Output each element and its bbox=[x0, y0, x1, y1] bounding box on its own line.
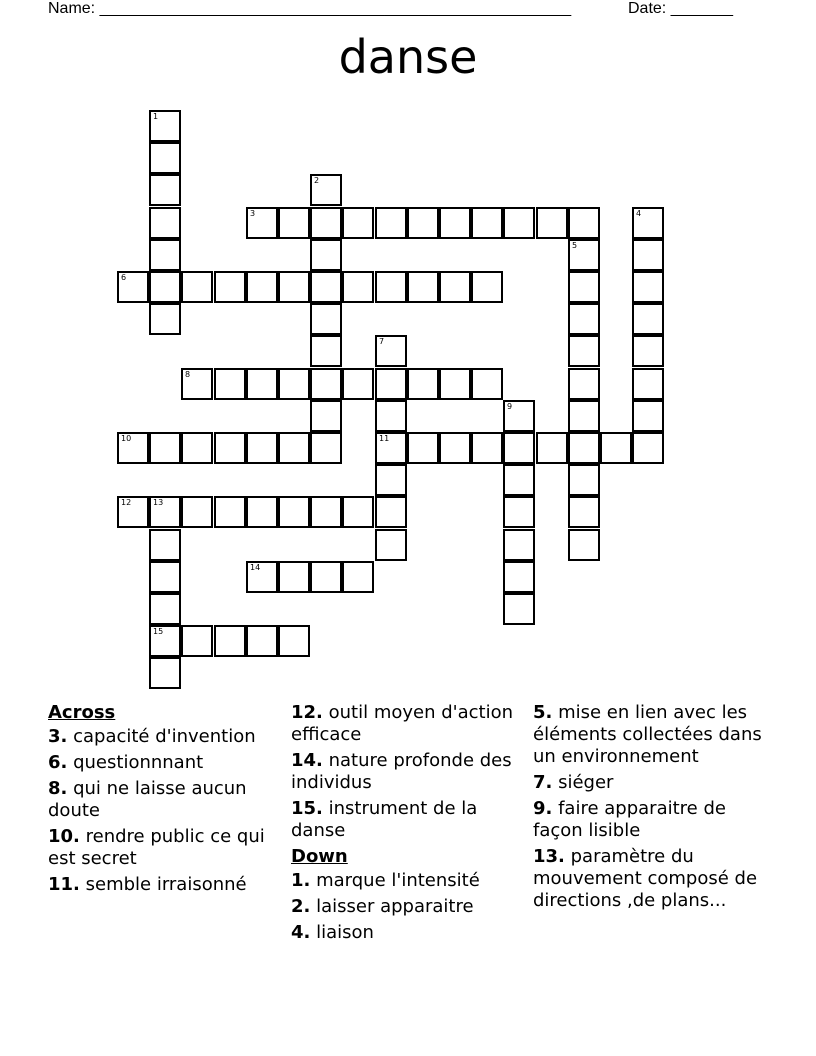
clue-text: rendre public ce qui est secret bbox=[48, 826, 265, 869]
clue-number: 14 bbox=[250, 563, 261, 572]
grid-cell[interactable] bbox=[149, 207, 181, 239]
grid-cell[interactable] bbox=[503, 400, 535, 432]
grid-cell[interactable] bbox=[439, 271, 471, 303]
grid-cell[interactable] bbox=[342, 561, 374, 593]
clue-text: semble irraisonné bbox=[79, 874, 247, 895]
grid-cell[interactable] bbox=[407, 271, 439, 303]
clue-number-label: 2. bbox=[291, 896, 311, 917]
grid-cell[interactable] bbox=[632, 271, 664, 303]
grid-cell[interactable] bbox=[278, 368, 310, 400]
grid-cell[interactable] bbox=[568, 432, 600, 464]
clue-item bbox=[533, 772, 778, 794]
grid-cell[interactable] bbox=[503, 561, 535, 593]
clues-column-1 bbox=[48, 702, 280, 900]
grid-cell[interactable] bbox=[375, 368, 407, 400]
grid-cell[interactable] bbox=[246, 625, 278, 657]
clue-number-label: 13. bbox=[533, 846, 565, 867]
grid-cell[interactable] bbox=[407, 368, 439, 400]
clue-number: 15 bbox=[153, 627, 164, 636]
grid-cell[interactable] bbox=[632, 335, 664, 367]
clue-number-label: 1. bbox=[291, 870, 311, 891]
grid-cell[interactable] bbox=[214, 432, 246, 464]
grid-cell[interactable] bbox=[407, 432, 439, 464]
grid-cell[interactable] bbox=[310, 335, 342, 367]
clues-column-3 bbox=[533, 702, 778, 916]
grid-cell[interactable] bbox=[439, 207, 471, 239]
clue-text: faire apparaitre de façon lisible bbox=[533, 798, 726, 841]
grid-cell[interactable] bbox=[149, 496, 181, 528]
grid-cell[interactable] bbox=[117, 271, 149, 303]
grid-cell[interactable] bbox=[310, 271, 342, 303]
grid-cell[interactable] bbox=[149, 142, 181, 174]
clue-text: outil moyen d'action efficace bbox=[291, 702, 513, 745]
grid-cell[interactable] bbox=[342, 271, 374, 303]
grid-cell[interactable] bbox=[214, 496, 246, 528]
grid-cell[interactable] bbox=[503, 496, 535, 528]
grid-cell[interactable] bbox=[632, 368, 664, 400]
grid-cell[interactable] bbox=[503, 529, 535, 561]
grid-cell[interactable] bbox=[310, 303, 342, 335]
grid-cell[interactable] bbox=[568, 368, 600, 400]
grid-cell[interactable] bbox=[503, 207, 535, 239]
clue-number-label: 15. bbox=[291, 798, 323, 819]
grid-cell[interactable] bbox=[310, 432, 342, 464]
clue-item bbox=[291, 702, 513, 746]
grid-cell[interactable] bbox=[246, 368, 278, 400]
clue-number-label: 8. bbox=[48, 778, 68, 799]
clues-column-2 bbox=[291, 702, 513, 948]
clue-number-label: 14. bbox=[291, 750, 323, 771]
clue-number: 6 bbox=[121, 273, 127, 282]
clue-number: 2 bbox=[314, 176, 320, 185]
grid-cell[interactable] bbox=[310, 496, 342, 528]
grid-cell[interactable] bbox=[503, 464, 535, 496]
grid-cell[interactable] bbox=[503, 432, 535, 464]
section-heading: Across bbox=[48, 702, 116, 723]
grid-cell[interactable] bbox=[568, 303, 600, 335]
clue-number-label: 11. bbox=[48, 874, 80, 895]
clue-number-label: 12. bbox=[291, 702, 323, 723]
grid-cell[interactable] bbox=[181, 368, 213, 400]
grid-cell[interactable] bbox=[568, 239, 600, 271]
grid-cell[interactable] bbox=[246, 432, 278, 464]
grid-cell[interactable] bbox=[632, 432, 664, 464]
grid-cell[interactable] bbox=[568, 400, 600, 432]
grid-cell[interactable] bbox=[439, 368, 471, 400]
grid-cell[interactable] bbox=[214, 368, 246, 400]
name-field[interactable]: Name: _____________________________________________________ bbox=[48, 0, 572, 17]
grid-cell[interactable] bbox=[214, 625, 246, 657]
grid-cell[interactable] bbox=[181, 432, 213, 464]
grid-cell[interactable] bbox=[278, 625, 310, 657]
clue-number: 5 bbox=[572, 241, 578, 250]
clue-number: 9 bbox=[507, 402, 513, 411]
clue-number-label: 9. bbox=[533, 798, 553, 819]
grid-cell[interactable] bbox=[375, 464, 407, 496]
clue-item bbox=[291, 798, 513, 842]
grid-cell[interactable] bbox=[503, 593, 535, 625]
grid-cell[interactable] bbox=[375, 432, 407, 464]
clue-text: instrument de la danse bbox=[291, 798, 478, 841]
clue-number: 1 bbox=[153, 112, 159, 121]
grid-cell[interactable] bbox=[278, 271, 310, 303]
grid-cell[interactable] bbox=[471, 271, 503, 303]
clue-text: paramètre du mouvement composé de directions ,de plans... bbox=[533, 846, 758, 911]
clue-item bbox=[291, 922, 513, 944]
grid-cell[interactable] bbox=[375, 496, 407, 528]
clue-text: qui ne laisse aucun doute bbox=[48, 778, 247, 821]
clue-item bbox=[48, 778, 280, 822]
clue-item bbox=[533, 702, 778, 768]
clue-item bbox=[291, 870, 513, 892]
grid-cell[interactable] bbox=[310, 174, 342, 206]
grid-cell[interactable] bbox=[375, 335, 407, 367]
clue-number: 10 bbox=[121, 434, 132, 443]
grid-cell[interactable] bbox=[310, 207, 342, 239]
clue-number: 11 bbox=[379, 434, 390, 443]
grid-cell[interactable] bbox=[181, 496, 213, 528]
grid-cell[interactable] bbox=[278, 561, 310, 593]
grid-cell[interactable] bbox=[214, 271, 246, 303]
header bbox=[0, 0, 816, 24]
clue-number-label: 4. bbox=[291, 922, 311, 943]
grid-cell[interactable] bbox=[471, 368, 503, 400]
grid-cell[interactable] bbox=[278, 432, 310, 464]
grid-cell[interactable] bbox=[471, 432, 503, 464]
clue-text: laisser apparaitre bbox=[310, 896, 474, 917]
clue-item bbox=[48, 752, 280, 774]
grid-cell[interactable] bbox=[246, 271, 278, 303]
clue-number-label: 3. bbox=[48, 726, 68, 747]
grid-cell[interactable] bbox=[568, 464, 600, 496]
grid-cell[interactable] bbox=[149, 593, 181, 625]
grid-cell[interactable] bbox=[310, 239, 342, 271]
grid-cell[interactable] bbox=[439, 432, 471, 464]
clue-text: marque l'intensité bbox=[310, 870, 480, 891]
grid-cell[interactable] bbox=[181, 271, 213, 303]
grid-cell[interactable] bbox=[246, 207, 278, 239]
grid-cell[interactable] bbox=[310, 400, 342, 432]
grid-cell[interactable] bbox=[536, 432, 568, 464]
clue-number: 7 bbox=[379, 337, 385, 346]
grid-cell[interactable] bbox=[149, 174, 181, 206]
grid-cell[interactable] bbox=[568, 271, 600, 303]
clue-text: questionnnant bbox=[67, 752, 204, 773]
clue-text: siéger bbox=[552, 772, 614, 793]
grid-cell[interactable] bbox=[310, 368, 342, 400]
clue-number-label: 6. bbox=[48, 752, 68, 773]
clue-text: liaison bbox=[310, 922, 374, 943]
grid-cell[interactable] bbox=[632, 400, 664, 432]
grid-cell[interactable] bbox=[342, 207, 374, 239]
grid-cell[interactable] bbox=[568, 529, 600, 561]
clue-item bbox=[291, 896, 513, 918]
grid-cell[interactable] bbox=[181, 625, 213, 657]
clue-item bbox=[48, 826, 280, 870]
grid-cell[interactable] bbox=[310, 561, 342, 593]
clue-text: capacité d'invention bbox=[67, 726, 256, 747]
clue-number: 8 bbox=[185, 370, 191, 379]
clue-number: 4 bbox=[636, 209, 642, 218]
grid-cell[interactable] bbox=[278, 496, 310, 528]
clue-item bbox=[48, 726, 280, 748]
grid-cell[interactable] bbox=[471, 207, 503, 239]
clue-text: mise en lien avec les éléments collectées dans un environnement bbox=[533, 702, 762, 767]
grid-cell[interactable] bbox=[149, 303, 181, 335]
grid-cell[interactable] bbox=[568, 335, 600, 367]
grid-cell[interactable] bbox=[342, 368, 374, 400]
grid-cell[interactable] bbox=[149, 657, 181, 689]
grid-cell[interactable] bbox=[149, 529, 181, 561]
grid-cell[interactable] bbox=[149, 432, 181, 464]
clue-number: 12 bbox=[121, 498, 132, 507]
grid-cell[interactable] bbox=[149, 561, 181, 593]
grid-cell[interactable] bbox=[375, 271, 407, 303]
grid-cell[interactable] bbox=[342, 496, 374, 528]
grid-cell[interactable] bbox=[536, 207, 568, 239]
clue-item bbox=[48, 874, 280, 896]
grid-cell[interactable] bbox=[568, 496, 600, 528]
grid-cell[interactable] bbox=[600, 432, 632, 464]
clue-number-label: 5. bbox=[533, 702, 553, 723]
clue-text: nature profonde des individus bbox=[291, 750, 512, 793]
grid-cell[interactable] bbox=[375, 207, 407, 239]
clue-item bbox=[291, 750, 513, 794]
grid-cell[interactable] bbox=[246, 496, 278, 528]
grid-cell[interactable] bbox=[117, 496, 149, 528]
grid-cell[interactable] bbox=[117, 432, 149, 464]
grid-cell[interactable] bbox=[149, 239, 181, 271]
grid-cell[interactable] bbox=[149, 271, 181, 303]
grid-cell[interactable] bbox=[632, 239, 664, 271]
grid-cell[interactable] bbox=[632, 207, 664, 239]
grid-cell[interactable] bbox=[407, 207, 439, 239]
page-title: danse bbox=[338, 30, 478, 84]
grid-cell[interactable] bbox=[149, 110, 181, 142]
grid-cell[interactable] bbox=[375, 400, 407, 432]
grid-cell[interactable] bbox=[375, 529, 407, 561]
grid-cell[interactable] bbox=[632, 303, 664, 335]
clue-number: 3 bbox=[250, 209, 256, 218]
clue-item bbox=[533, 846, 778, 912]
date-field[interactable]: Date: _______ bbox=[628, 0, 733, 17]
grid-cell[interactable] bbox=[246, 561, 278, 593]
clue-number-label: 10. bbox=[48, 826, 80, 847]
grid-cell[interactable] bbox=[278, 207, 310, 239]
clue-item bbox=[533, 798, 778, 842]
grid-cell[interactable] bbox=[149, 625, 181, 657]
clue-number-label: 7. bbox=[533, 772, 553, 793]
grid-cell[interactable] bbox=[568, 207, 600, 239]
section-heading: Down bbox=[291, 846, 348, 867]
clue-number: 13 bbox=[153, 498, 164, 507]
